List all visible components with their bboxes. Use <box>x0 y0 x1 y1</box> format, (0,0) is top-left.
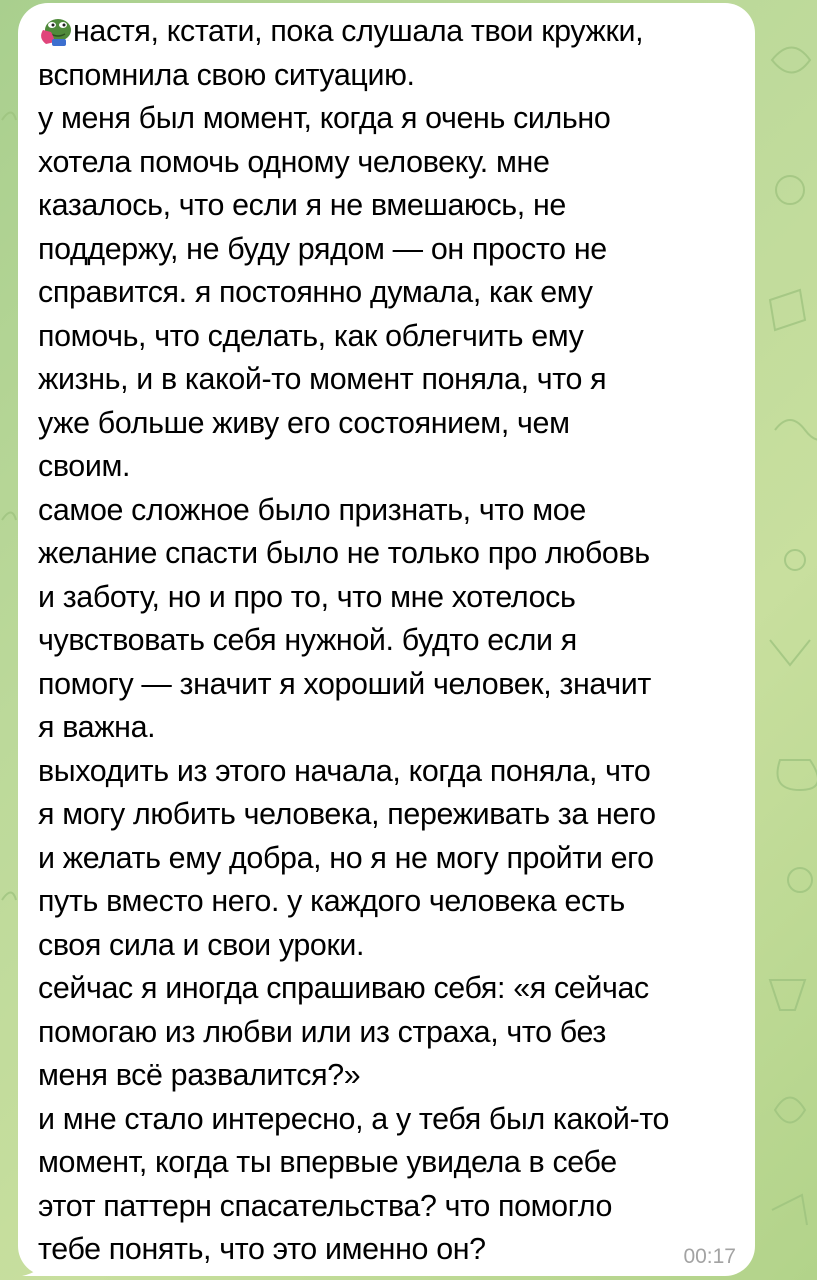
message-line <box>38 10 748 54</box>
message-line-text: настя, кстати, пока слушала твои кружки, <box>73 14 644 48</box>
message-line: выходить из этого начала, когда поняла, что <box>38 753 651 788</box>
message-line: помогаю из любви или из страха, что без <box>38 1014 606 1049</box>
message-line: я могу любить человека, переживать за него <box>38 797 656 831</box>
message-line: этот паттерн спасательства? что помогло <box>38 1188 613 1223</box>
message-line: справится. я постоянно думала, как ему <box>38 275 593 309</box>
message-line: вспомнила свою ситуацию. <box>38 57 415 92</box>
message-line: и желать ему добра, но я не могу пройти его <box>38 840 654 875</box>
message-line: у меня был момент, когда я очень сильно <box>38 101 611 135</box>
message-line: своя сила и свои уроки. <box>38 927 365 962</box>
frog-hug-emoji-icon <box>38 16 72 46</box>
message-line: своим. <box>38 449 131 483</box>
message-line: желание спасти было не только про любовь <box>38 536 650 570</box>
message-line: чувствовать себя нужной. будто если я <box>38 623 577 657</box>
message-text <box>38 10 748 1272</box>
message-line: момент, когда ты впервые увидела в себе <box>38 1145 617 1179</box>
message-line: сейчас я иногда спрашиваю себя: «я сейчас <box>38 971 649 1005</box>
message-line: казалось, что если я не вмешаюсь, не <box>38 188 566 222</box>
message-line: хотела помочь одному человеку. мне <box>38 144 550 179</box>
message-line: помогу — значит я хороший человек, значит <box>38 666 651 701</box>
message-timestamp: 00:17 <box>683 1245 736 1268</box>
message-line: тебе понять, что это именно он? <box>38 1232 486 1266</box>
message-line: меня всё развалится?» <box>38 1058 361 1092</box>
message-line: путь вместо него. у каждого человека есть <box>38 884 625 918</box>
message-line: и мне стало интересно, а у тебя был какой-то <box>38 1101 670 1136</box>
message-line: самое сложное было признать, что мое <box>38 492 586 527</box>
message-line: и заботу, но и про то, что мне хотелось <box>38 579 576 614</box>
message-line: уже больше живу его состоянием, чем <box>38 405 570 440</box>
message-line: жизнь, и в какой-то момент поняла, что я <box>38 362 607 396</box>
message-line: я важна. <box>38 710 156 744</box>
message-line: поддержу, не буду рядом — он просто не <box>38 231 607 266</box>
message-line: помочь, что сделать, как облегчить ему <box>38 318 584 353</box>
